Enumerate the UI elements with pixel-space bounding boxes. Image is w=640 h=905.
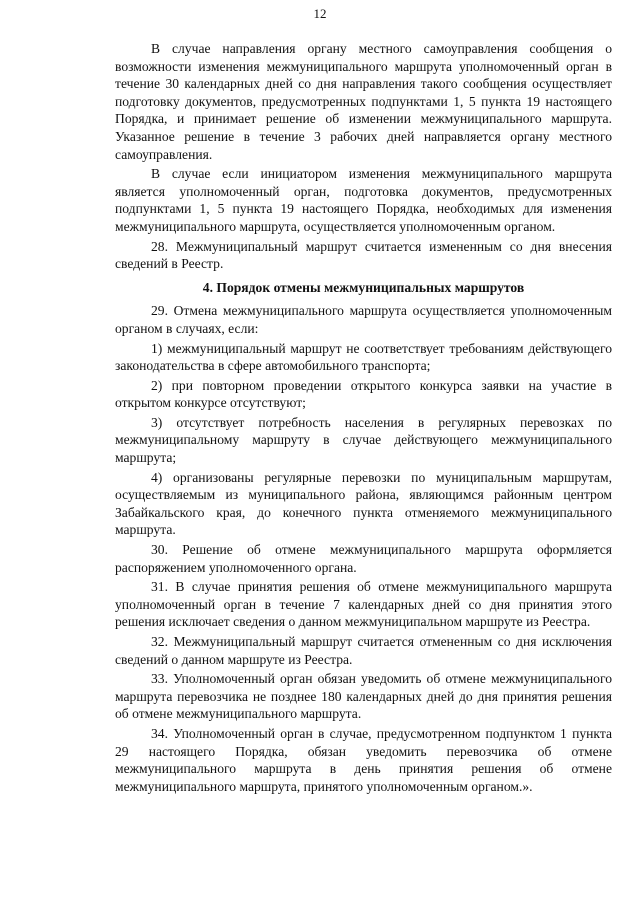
paragraph-intro-2: В случае если инициатором изменения межмуниципального маршрута является уполномоченный орган, подготовка документов, предусмотренных подпунктами 1, 5 пункта 19 настоящего Порядка, необходимых для изменения межмуниципального маршрута, осуществляется уполномоченным органом. [115,166,612,234]
paragraph-item-31: 31. В случае принятия решения об отмене межмуниципального маршрута уполномоченный орган в течение 7 календарных дней со дня принятия этого решения исключает сведения о данном межмуниципальном маршруте из Реестра. [115,579,612,630]
paragraph-subitem-2: 2) при повторном проведении открытого конкурса заявки на участие в открытом конкурсе отсутствуют; [115,377,612,411]
paragraph-item-32: 32. Межмуниципальный маршрут считается отмененным со дня исключения сведений о данном маршруте из Реестра. [115,634,612,667]
paragraph-item-33: 33. Уполномоченный орган обязан уведомить об отмене межмуниципального маршрута перевозчика не позднее 180 календарных дней до дня принятия решения об отмене межмуниципального маршрута. [115,671,612,722]
page-number: 12 [313,6,327,21]
section-heading: 4. Порядок отмены межмуниципальных маршрутов [202,279,525,295]
paragraph-item-34: 34. Уполномоченный орган в случае, предусмотренном подпунктом 1 пункта 29 настоящего Порядка, обязан уведомить перевозчика об отмене межмуниципального маршрута в день принятия решения об отмене межмуниципального маршрута, принятого уполномоченным органом.». [115,725,612,794]
paragraph-subitem-1: 1) межмуниципальный маршрут не соответствует требованиям действующего законодательства в сфере автомобильного транспорта; [115,340,612,374]
paragraph-item-30: 30. Решение об отмене межмуниципального маршрута оформляется распоряжением уполномоченного органа. [115,542,612,575]
paragraph-intro-1: В случае направления органу местного самоуправления сообщения о возможности изменения межмуниципального маршрута уполномоченный орган в течение 30 календарных дней со дня направления такого сообщения осуществляет подготовку документов, предусмотренных подпунктами 1, 5 пункта 19 настоящего Порядка, и принимает решение об изменении межмуниципального маршрута. Указанное решение в течение 3 рабочих дней направляется органу местного самоуправления. [115,41,612,162]
paragraph-subitem-4: 4) организованы регулярные перевозки по муниципальным маршрутам, осуществляемым из муниципального района, являющимся районным центром Забайкальского края, до конечного пункта отменяемого межмуниципального маршрута. [115,469,612,538]
paragraph-item-28: 28. Межмуниципальный маршрут считается измененным со дня внесения сведений в Реестр. [115,238,612,272]
paragraph-item-29: 29. Отмена межмуниципального маршрута осуществляется уполномоченным органом в случаях, если: [115,303,612,336]
document-body [115,40,612,797]
paragraph-subitem-3: 3) отсутствует потребность населения в регулярных перевозках по межмуниципальному маршруту в случае действующего межмуниципального маршрута; [115,414,612,466]
